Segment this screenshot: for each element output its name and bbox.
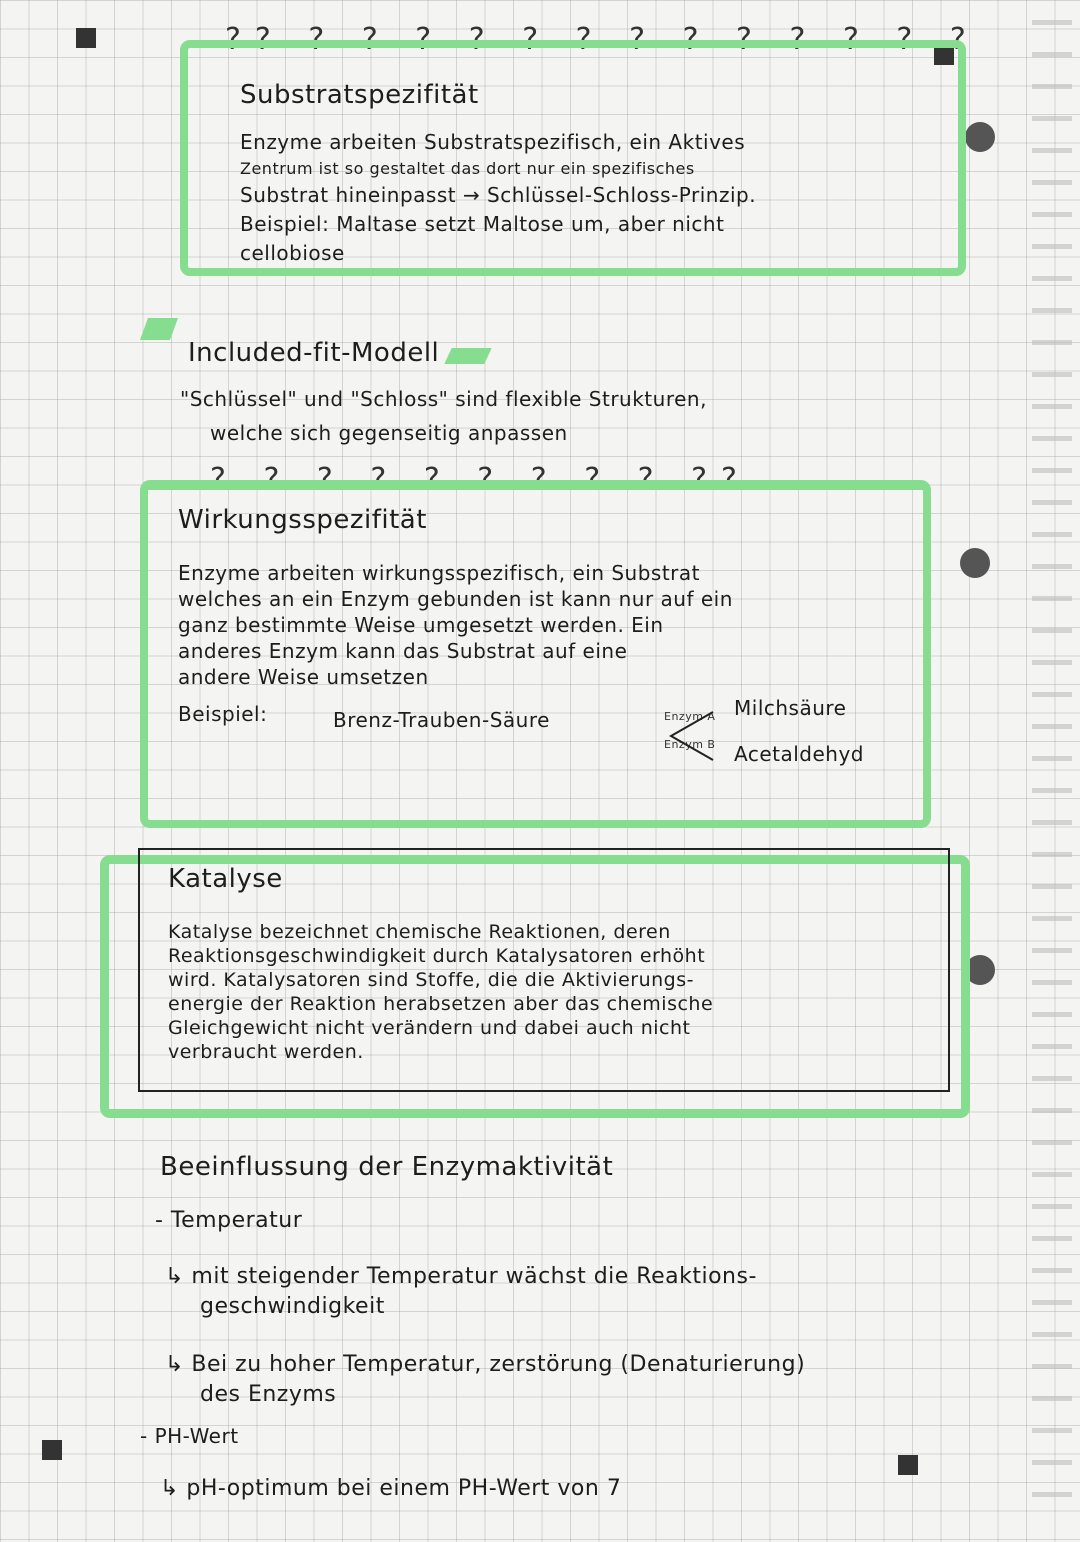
text-line: Katalyse bezeichnet chemische Reaktionen, deren (168, 921, 671, 943)
enzyme-b-label: Enzym B (664, 738, 716, 751)
corner-marker-top-left (76, 28, 96, 48)
temp-line-2: geschwindigkeit (200, 1294, 385, 1319)
punch-hole (965, 122, 995, 152)
enzyme-a-label: Enzym A (664, 710, 716, 723)
substrat-text (240, 128, 940, 268)
text-line: welche sich gegenseitig anpassen (210, 421, 568, 445)
notebook-spiral (1032, 20, 1072, 1520)
ph-line: ↳ pH-optimum bei einem PH-Wert von 7 (160, 1476, 622, 1501)
text-line: Substrat hineinpasst → Schlüssel-Schloss-Prinzip. (240, 183, 757, 207)
margin-marks-top: ?? ? ? ? ? ? ? ? ? ? ? ? ? ? (225, 22, 980, 57)
product-a: Milchsäure (734, 696, 847, 720)
temp-line-1: ↳ mit steigender Temperatur wächst die Reaktions- (165, 1264, 757, 1289)
bullet-marker (140, 318, 178, 340)
text-line: Zentrum ist so gestaltet das dort nur ein spezifisches (240, 159, 695, 178)
text-line: andere Weise umsetzen (178, 665, 429, 689)
ph-label: - PH-Wert (140, 1424, 239, 1448)
heading-highlight (444, 348, 491, 364)
text-line: "Schlüssel" und "Schloss" sind flexible Strukturen, (180, 387, 707, 411)
katalyse-heading: Katalyse (168, 864, 283, 894)
temp-line-3: ↳ Bei zu hoher Temperatur, zerstörung (Denaturierung) (165, 1352, 806, 1377)
text-line: anderes Enzym kann das Substrat auf eine (178, 639, 628, 663)
text-line: welches an ein Enzym gebunden ist kann nur auf ein (178, 587, 733, 611)
substrat-heading: Substratspezifität (240, 80, 479, 110)
example-substrate: Brenz-Trauben-Säure (333, 708, 550, 732)
wirkung-text (178, 560, 898, 690)
induced-heading: Included-fit-Modell (188, 338, 440, 368)
punch-hole (960, 548, 990, 578)
wirkung-example (178, 696, 918, 780)
text-line: energie der Reaktion herabsetzen aber das chemische (168, 993, 714, 1015)
text-line: Beispiel: Maltase setzt Maltose um, aber nicht (240, 212, 725, 236)
temp-label: - Temperatur (155, 1208, 303, 1233)
branch-arrow-icon (663, 708, 723, 768)
corner-marker-bottom-left (42, 1440, 62, 1460)
text-line: Enzyme arbeiten Substratspezifisch, ein Aktives (240, 130, 746, 154)
margin-marks-mid: ? ? ? ? ? ? ? ? ? ?? (210, 462, 751, 497)
text-line: wird. Katalysatoren sind Stoffe, die die Aktivierungs- (168, 969, 694, 991)
induced-text (180, 382, 920, 450)
example-label: Beispiel: (178, 702, 268, 726)
text-line: cellobiose (240, 241, 345, 265)
text-line: Enzyme arbeiten wirkungsspezifisch, ein Substrat (178, 561, 700, 585)
corner-marker-bottom-right (898, 1455, 918, 1475)
text-line: Gleichgewicht nicht verändern und dabei auch nicht (168, 1017, 691, 1039)
text-line: ganz bestimmte Weise umgesetzt werden. Ein (178, 613, 664, 637)
text-line: verbraucht werden. (168, 1041, 364, 1063)
product-b: Acetaldehyd (734, 742, 864, 766)
beeinflussung-heading: Beeinflussung der Enzymaktivität (160, 1152, 614, 1182)
temp-line-4: des Enzyms (200, 1382, 337, 1407)
text-line: Reaktionsgeschwindigkeit durch Katalysatoren erhöht (168, 945, 706, 967)
wirkung-heading: Wirkungsspezifität (178, 505, 427, 535)
katalyse-text (168, 920, 938, 1064)
